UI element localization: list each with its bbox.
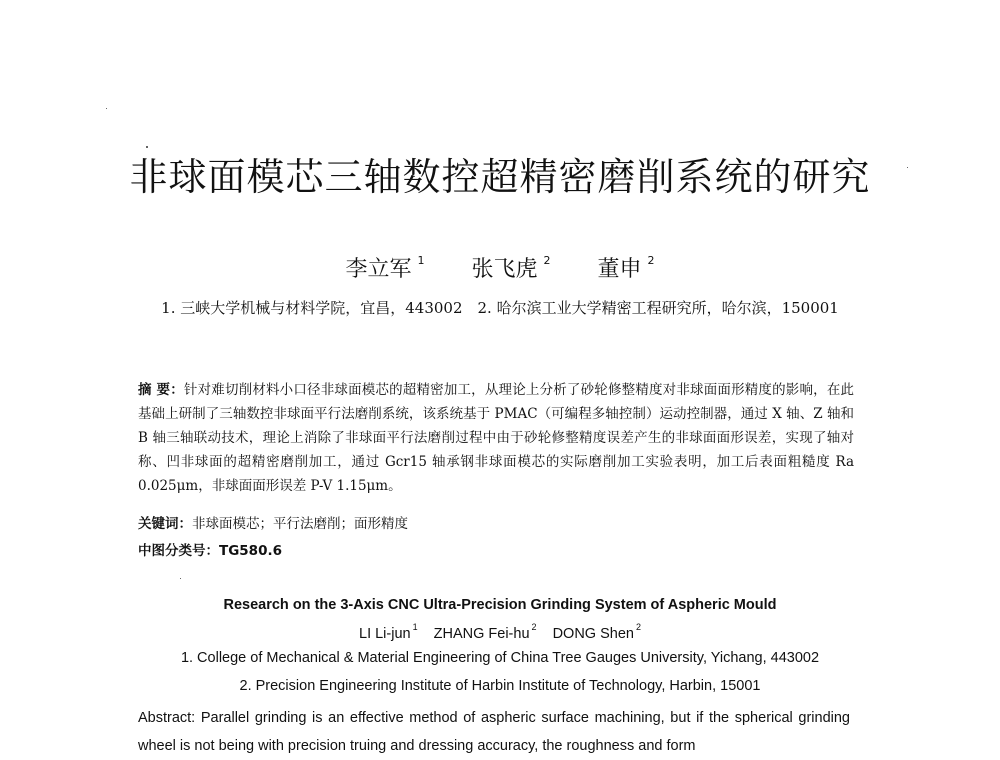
classification-number (138, 539, 282, 559)
classification-label: 中图分类号： (138, 543, 219, 559)
keywords-cn (138, 512, 408, 532)
author-name: 李立军 (345, 257, 412, 282)
abstract-cn (138, 378, 854, 498)
paper-title-cn: 非球面模芯三轴数控超精密磨削系统的研究 (129, 155, 871, 199)
author-en (433, 622, 537, 642)
affiliation-en-1: 1. College of Mechanical & Material Engineering of China Tree Gauges University, Yichang, 443002 (180, 650, 820, 666)
author-cn (345, 252, 424, 283)
affiliation-mark: 2 (543, 254, 551, 267)
author-list-cn (0, 252, 1000, 283)
abstract-label-en: Abstract: (138, 710, 196, 726)
affiliation-en-2: 2. Precision Engineering Institute of Harbin Institute of Technology, Harbin, 15001 (239, 678, 761, 694)
author-name: LI Li-jun (359, 626, 411, 642)
affiliation-mark: 1 (417, 254, 425, 267)
paper-title-en: Research on the 3-Axis CNC Ultra-Precision Grinding System of Aspheric Mould (223, 597, 777, 613)
author-list-en (0, 622, 1000, 642)
affiliation-cn: 1. 三峡大学机械与材料学院，宜昌，443002 2. 哈尔滨工业大学精密工程研究所，哈尔滨，150001 (161, 299, 839, 317)
author-en (552, 622, 641, 642)
author-cn (598, 252, 655, 283)
author-cn (471, 252, 550, 283)
affiliation-mark: 1 (412, 622, 418, 632)
author-name: DONG Shen (552, 626, 634, 642)
keywords-label-cn: 关键词： (138, 516, 192, 532)
abstract-text-cn: 针对难切削材料小口径非球面模芯的超精密加工，从理论上分析了砂轮修整精度对非球面面形精度的影响，在此基础上研制了三轴数控非球面平行法磨削系统，该系统基于 PMAC（可编程多轴控制）运动控制器，通过 X 轴、Z 轴和 B 轴三轴联动技术，理论上消除了非球面平行法磨削过程中由于砂轮修整精度误差产生的非球面面形误差，实现了轴对称、凹非球面的超精密磨削加工，通过 Gcr15 轴承钢非球面模芯的实际磨削加工实验表明，加工后表面粗糙度 Ra 0.025μm，非球面面形误差 P-V 1.15μm。 (138, 382, 855, 494)
affiliation-mark: 2 (635, 622, 641, 632)
scan-speck (106, 108, 107, 109)
abstract-en (138, 704, 850, 760)
author-name: 张飞虎 (471, 257, 538, 282)
scan-speck (180, 578, 181, 579)
affiliation-mark: 2 (531, 622, 537, 632)
keywords-text-cn: 非球面模芯；平行法磨削；面形精度 (192, 516, 408, 532)
author-en (359, 622, 418, 642)
author-name: ZHANG Fei-hu (433, 626, 530, 642)
affiliation-mark: 2 (647, 254, 655, 267)
abstract-text-en: Parallel grinding is an effective method of aspheric surface machining, but if the spherical grinding wheel is not being with precision truing and dressing accuracy, the roughness and form (138, 710, 850, 754)
author-name: 董申 (597, 257, 642, 282)
abstract-label-cn: 摘 要： (138, 382, 184, 398)
classification-value: TG580.6 (219, 543, 282, 559)
